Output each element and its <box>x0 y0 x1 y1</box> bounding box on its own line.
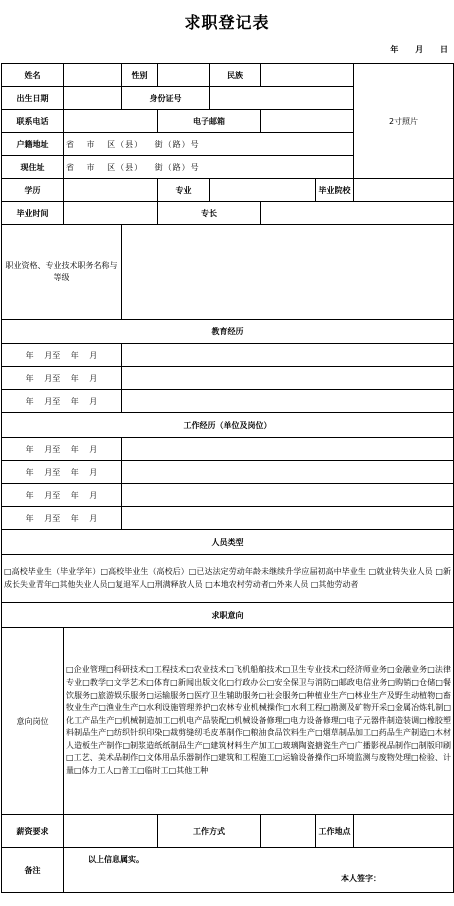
birth-date-label: 出生日期 <box>2 87 64 110</box>
ethnicity-label: 民族 <box>210 64 261 87</box>
education-label: 学历 <box>2 179 64 202</box>
email-label: 电子邮箱 <box>158 110 261 133</box>
specialty-label: 专长 <box>158 202 261 225</box>
salary-label: 薪资要求 <box>2 815 64 848</box>
work-detail[interactable] <box>122 507 454 530</box>
specialty-value[interactable] <box>261 202 454 225</box>
person-type-title: 人员类型 <box>2 530 454 555</box>
residence-label: 现住址 <box>2 156 64 179</box>
grad-time-value[interactable] <box>64 202 158 225</box>
work-place-label: 工作地点 <box>316 815 354 848</box>
school-label: 毕业院校 <box>316 179 354 202</box>
qualification-value[interactable] <box>122 225 454 320</box>
major-label: 专业 <box>158 179 210 202</box>
work-place-value[interactable] <box>354 815 454 848</box>
photo-box: 2寸照片 <box>354 64 454 179</box>
qualification-label: 职业资格、专业技术职务名称与等级 <box>2 225 122 320</box>
work-period[interactable]: 年 月至 年 月 <box>2 484 122 507</box>
salary-value[interactable] <box>64 815 158 848</box>
work-period[interactable]: 年 月至 年 月 <box>2 438 122 461</box>
work-mode-label: 工作方式 <box>158 815 261 848</box>
work-detail[interactable] <box>122 484 454 507</box>
page-title: 求职登记表 <box>184 13 270 32</box>
remarks-box[interactable] <box>64 848 454 893</box>
grad-time-label: 毕业时间 <box>2 202 64 225</box>
remarks-statement: 以上信息属实。 <box>88 855 144 864</box>
birth-date-value[interactable] <box>64 87 122 110</box>
id-number-value[interactable] <box>210 87 354 110</box>
phone-label: 联系电话 <box>2 110 64 133</box>
phone-value[interactable] <box>64 110 158 133</box>
intended-position-label: 意向岗位 <box>2 628 64 815</box>
education-detail[interactable] <box>122 367 454 390</box>
work-section-title: 工作经历（单位及岗位） <box>2 413 454 438</box>
education-period[interactable]: 年 月至 年 月 <box>2 367 122 390</box>
work-detail[interactable] <box>122 461 454 484</box>
work-mode-value[interactable] <box>261 815 316 848</box>
email-value[interactable] <box>261 110 354 133</box>
job-intent-title: 求职意向 <box>2 603 454 628</box>
person-type-options[interactable]: □高校毕业生（毕业学年）□高校毕业生（高校后）□已达法定劳动年龄未继续升学应届初高中毕业生 □就业转失业人员 □新成长失业青年□其他失业人员□复退军人□刑满释放人员 □本地农村劳动者□外来人员 □其他劳动者 <box>2 555 454 603</box>
education-value[interactable] <box>64 179 158 202</box>
work-period[interactable]: 年 月至 年 月 <box>2 461 122 484</box>
education-period[interactable]: 年 月至 年 月 <box>2 344 122 367</box>
education-detail[interactable] <box>122 390 454 413</box>
name-label: 姓名 <box>2 64 64 87</box>
work-period[interactable]: 年 月至 年 月 <box>2 507 122 530</box>
signature-label: 本人签字： <box>341 874 381 883</box>
major-value[interactable] <box>210 179 316 202</box>
education-section-title: 教育经历 <box>2 320 454 344</box>
work-detail[interactable] <box>122 438 454 461</box>
remarks-label: 备注 <box>2 848 64 893</box>
name-value[interactable] <box>64 64 122 87</box>
ethnicity-value[interactable] <box>261 64 354 87</box>
hukou-label: 户籍地址 <box>2 133 64 156</box>
education-detail[interactable] <box>122 344 454 367</box>
residence-value[interactable]: 省 市 区（县） 街（路）号 <box>64 156 354 179</box>
intended-position-options[interactable]: □企业管理□科研技术□工程技术□农业技术□飞机船舶技术□卫生专业技术□经济师业务□金融业务□法律专业□教学□文学艺术□体育□新闻出版文化□行政办公□安全保卫与消防□邮政电信业务□购销□仓储□餐饮服务□旅游娱乐服务□运输服务□医疗卫生辅助服务□社会服务□种植业生产□林业生产及野生动植物□畜牧业生产□渔业生产□水利设施管理养护□农林专业机械操作□水利工程□勘测及矿物开采□金属冶炼轧制□化工产品生产□机械制造加工□机电产品装配□机械设备修理□电力设备修理□电子元器件制造装调□橡胶塑料制品生产□纺织针织印染□裁剪缝纫毛皮革制作□粮油食品饮料生产□烟草制品加工□药品生产制造□木材人造板生产制作□制浆造纸纸制品生产□建筑材料生产加工□玻璃陶瓷搪瓷生产□广播影视品制作□制版印刷□工艺、美术品制作□文体用品乐器制作□建筑和工程施工□运输设备操作□环境监测与废物处理□检验、计量□体力工人□普工□临时工□其他工种 <box>64 628 454 815</box>
school-value[interactable] <box>354 179 454 202</box>
education-period[interactable]: 年 月至 年 月 <box>2 390 122 413</box>
id-number-label: 身份证号 <box>122 87 210 110</box>
gender-label: 性别 <box>122 64 158 87</box>
registration-table <box>1 63 454 893</box>
gender-value[interactable] <box>158 64 210 87</box>
date-line: 年 月 日 <box>390 45 448 54</box>
hukou-value[interactable]: 省 市 区（县） 街（路）号 <box>64 133 354 156</box>
